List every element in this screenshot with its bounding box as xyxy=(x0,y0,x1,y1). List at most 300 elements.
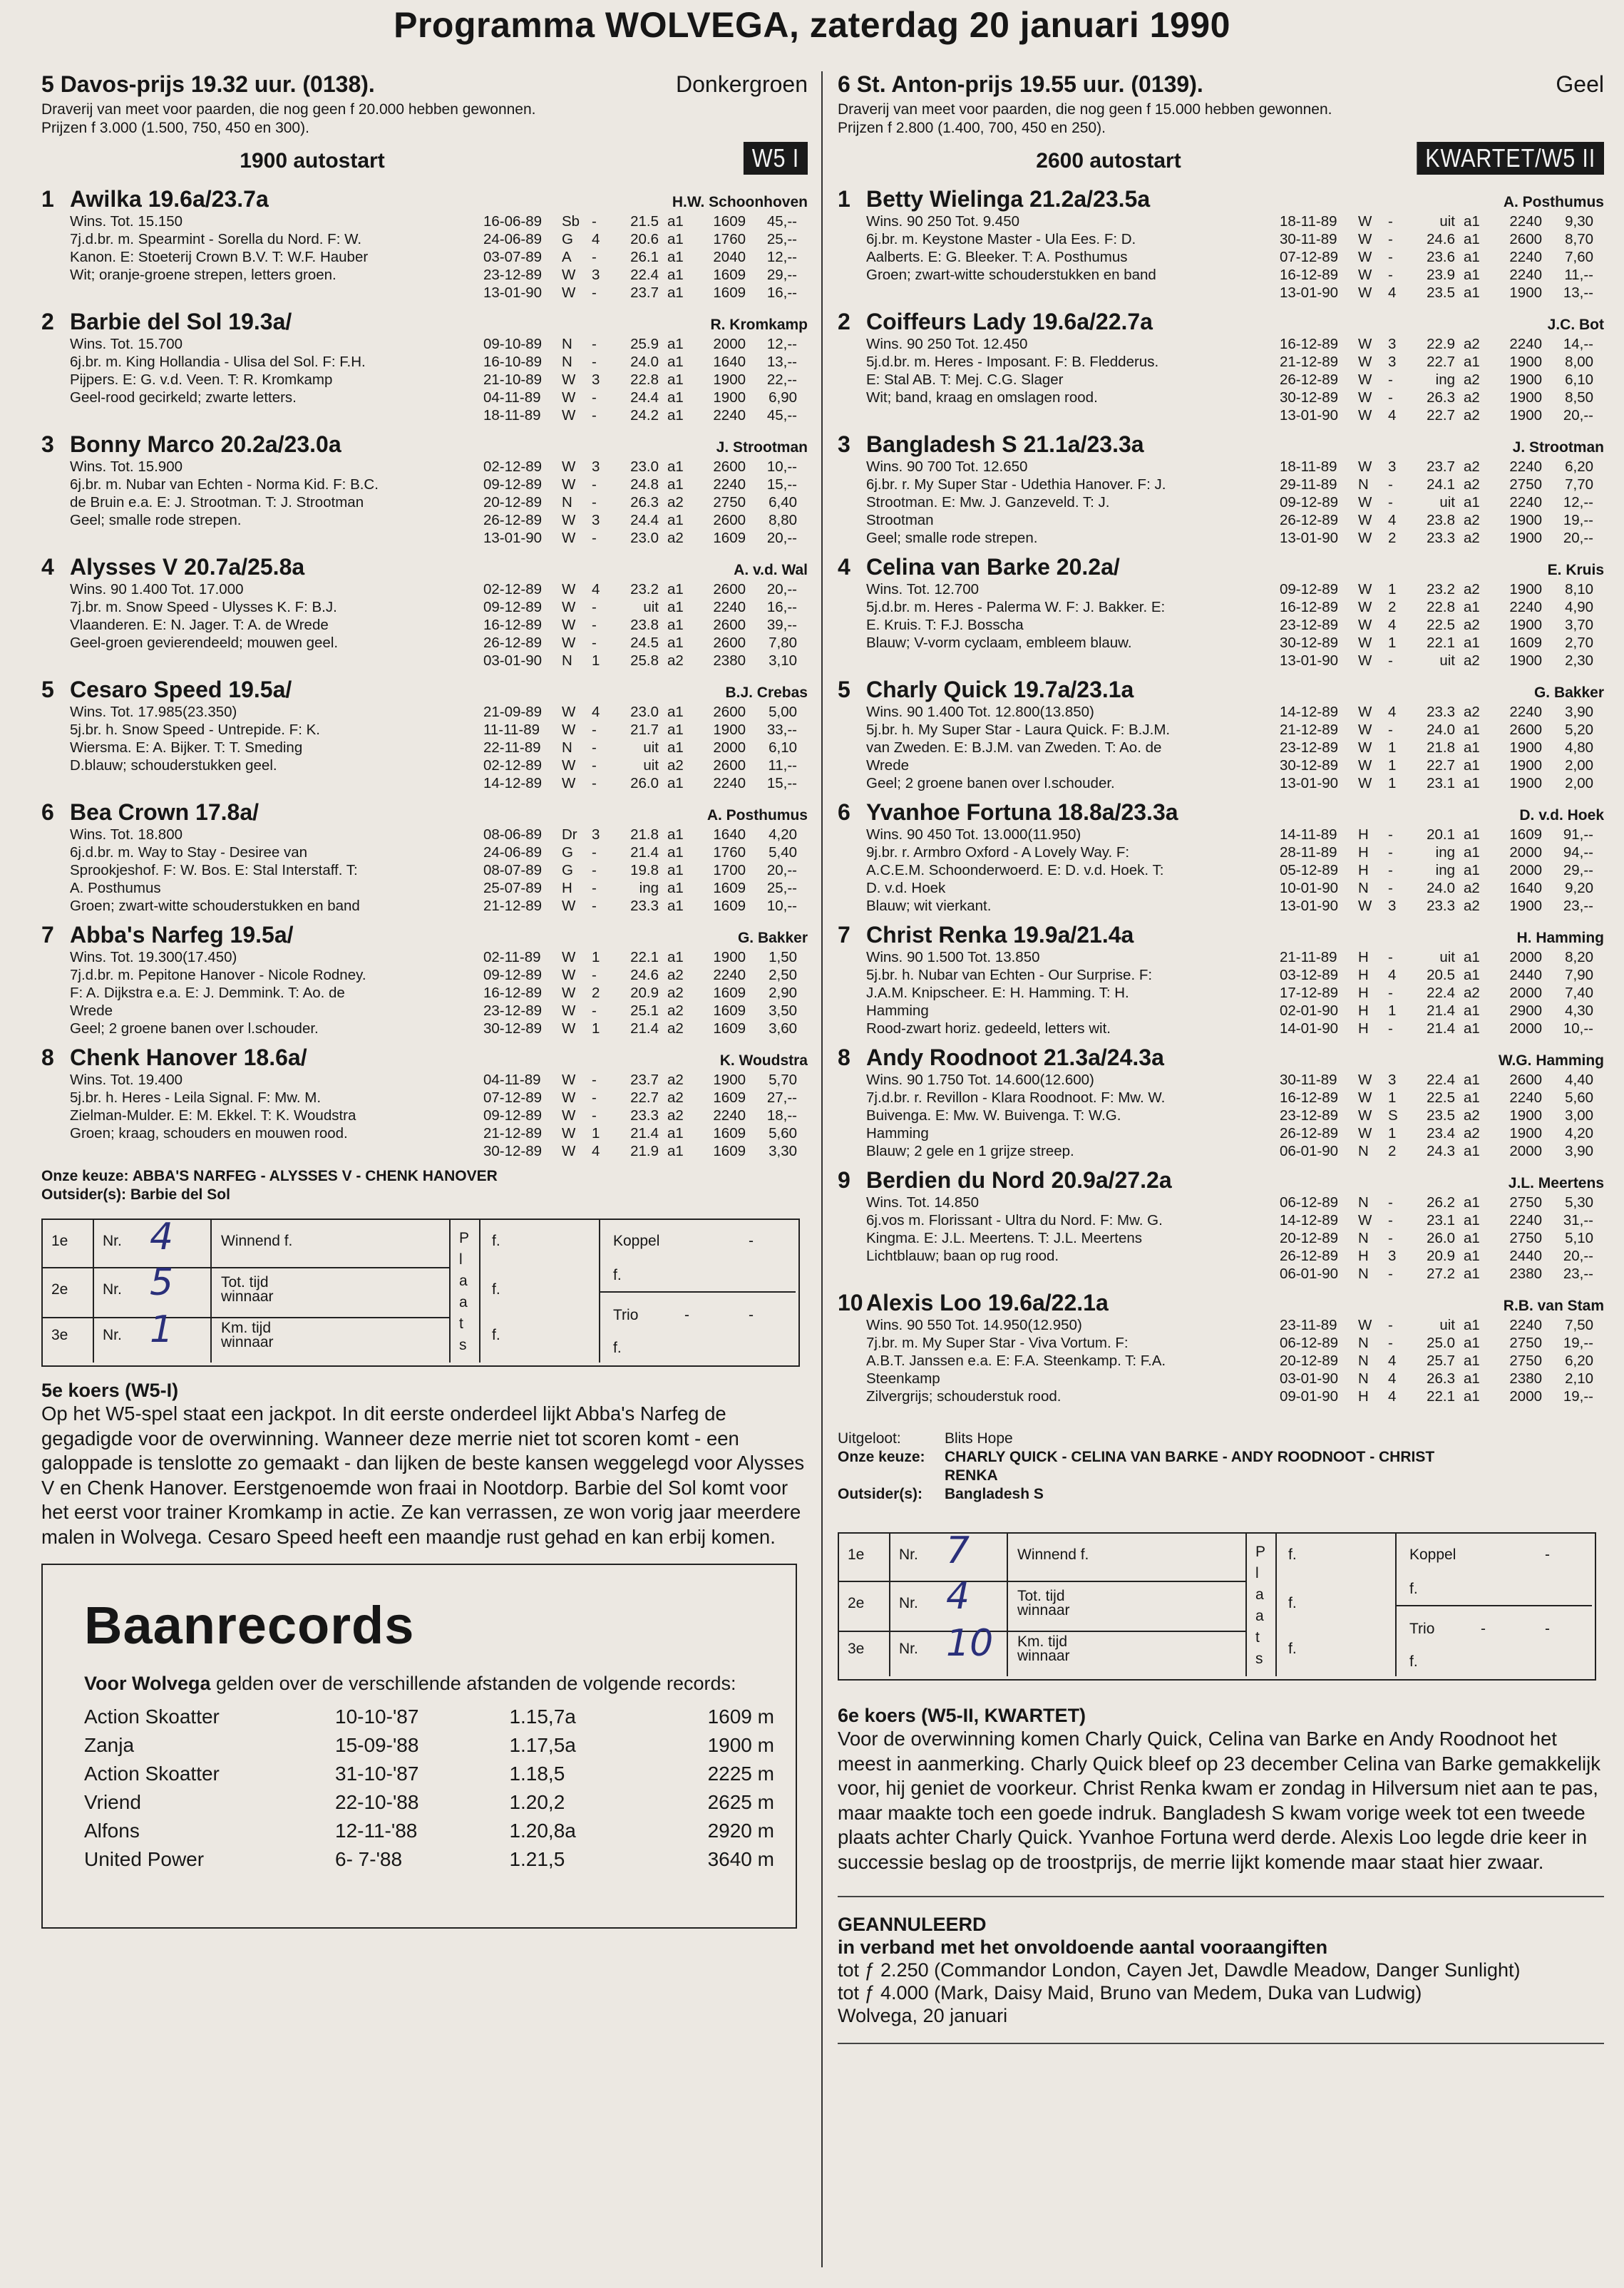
box-f-label: f. xyxy=(613,1267,622,1283)
result-track: N xyxy=(1358,1353,1369,1369)
result-distance: 2750 xyxy=(1509,1230,1542,1246)
result-time: 21.4 xyxy=(630,1020,659,1037)
result-odds: 20,-- xyxy=(766,581,797,597)
result-track: H xyxy=(1358,862,1369,878)
result-odds: 8,00 xyxy=(1565,354,1593,370)
result-date: 03-01-90 xyxy=(1280,1370,1339,1387)
result-track: N xyxy=(1358,1335,1369,1351)
result-place: - xyxy=(592,213,597,230)
result-start: a1 xyxy=(667,739,684,756)
result-odds: 6,20 xyxy=(1565,458,1593,475)
horse-details xyxy=(866,580,1604,670)
result-odds: 7,70 xyxy=(1565,476,1593,493)
horse-info-line: Wins. 90 1.400 Tot. 17.000 xyxy=(70,581,244,597)
result-odds: 8,10 xyxy=(1565,581,1593,597)
result-date: 26-12-89 xyxy=(483,512,543,528)
result-start: a2 xyxy=(667,652,684,669)
result-distance: 2380 xyxy=(1509,1266,1542,1282)
result-start: a1 xyxy=(1464,757,1480,774)
horse-header xyxy=(838,186,1604,212)
result-track: Dr xyxy=(562,826,577,843)
grid-line xyxy=(839,1631,1245,1632)
result-distance: 2240 xyxy=(1509,494,1542,511)
result-date: 21-12-89 xyxy=(483,1125,543,1142)
result-track: W xyxy=(1358,336,1372,352)
result-track: W xyxy=(1358,581,1372,597)
horse-info xyxy=(70,826,483,915)
result-track: W xyxy=(562,967,576,983)
result-place: - xyxy=(1388,371,1393,388)
result-time: 24.6 xyxy=(1427,231,1455,247)
result-time: 21.7 xyxy=(630,722,659,738)
result-time: 23.3 xyxy=(1427,704,1455,720)
result-row xyxy=(483,897,808,915)
result-place: - xyxy=(1388,1230,1393,1246)
result-row xyxy=(483,353,808,371)
handwritten-number: 4 xyxy=(946,1575,970,1618)
commentary-title: 5e koers (W5-I) xyxy=(41,1380,179,1401)
result-time: 21.5 xyxy=(630,213,659,230)
horse-info-line: A. Posthumus xyxy=(70,880,161,896)
result-time: 23.3 xyxy=(1427,898,1455,914)
result-row xyxy=(483,843,808,861)
box-plaats-letter: P xyxy=(459,1230,470,1246)
box-plaats-letter: s xyxy=(1255,1651,1263,1667)
result-start: a2 xyxy=(1464,458,1480,475)
result-start: a1 xyxy=(1464,1194,1480,1211)
result-place: - xyxy=(1388,389,1393,406)
horse-number: 7 xyxy=(838,922,850,948)
result-track: H xyxy=(1358,844,1369,861)
result-start: a2 xyxy=(1464,512,1480,528)
result-distance: 2240 xyxy=(713,476,746,493)
horse-form xyxy=(483,580,808,670)
result-place: - xyxy=(592,722,597,738)
result-distance: 1900 xyxy=(1509,581,1542,597)
result-row xyxy=(1280,1211,1604,1229)
result-track: W xyxy=(562,599,576,615)
race-prizes: Prijzen f 3.000 (1.500, 750, 450 en 300). xyxy=(41,120,309,136)
horse-name: Bangladesh S 21.1a/23.3a xyxy=(866,431,1144,457)
result-odds: 39,-- xyxy=(766,617,797,633)
result-start: a1 xyxy=(667,231,684,247)
result-track: W xyxy=(562,267,576,283)
result-distance: 1900 xyxy=(713,371,746,388)
result-row xyxy=(1280,598,1604,616)
result-start: a1 xyxy=(1464,844,1480,861)
result-odds: 8,70 xyxy=(1565,231,1593,247)
horse-info-line: 5j.br. h. My Super Star - Laura Quick. F: B.J.M. xyxy=(866,722,1171,738)
result-start: a1 xyxy=(667,826,684,843)
result-track: N xyxy=(1358,1266,1369,1282)
result-place: - xyxy=(592,336,597,352)
record-distance: 1900 m xyxy=(707,1734,774,1756)
horse-info xyxy=(866,335,1280,424)
result-track: W xyxy=(562,512,576,528)
result-track: W xyxy=(562,1107,576,1124)
result-odds: 13,-- xyxy=(1563,284,1593,301)
result-time: uit xyxy=(643,739,659,756)
result-odds: 29,-- xyxy=(766,267,797,283)
result-time: uit xyxy=(1439,1317,1455,1333)
horse-details xyxy=(70,212,808,302)
horse-info-line: Lichtblauw; baan op rug rood. xyxy=(866,1248,1059,1264)
result-row xyxy=(1280,529,1604,547)
result-odds: 3,50 xyxy=(769,1002,797,1019)
result-date: 16-06-89 xyxy=(483,213,543,230)
horse-info-line: A.C.E.M. Schoonderwoerd. E: D. v.d. Hoek. T: xyxy=(866,862,1164,878)
result-time: uit xyxy=(1439,652,1455,669)
result-start: a2 xyxy=(1464,704,1480,720)
records-table xyxy=(84,1703,774,1874)
result-time: 22.1 xyxy=(630,949,659,965)
result-place: 3 xyxy=(1388,1248,1397,1264)
horse-details xyxy=(866,1194,1604,1283)
horse-details xyxy=(866,212,1604,302)
result-distance: 1900 xyxy=(1509,354,1542,370)
results-box xyxy=(838,1529,1596,1681)
result-place: - xyxy=(1388,494,1393,511)
result-start: a1 xyxy=(1464,249,1480,265)
result-date: 02-12-89 xyxy=(483,581,543,597)
horse-info-line: 7j.d.br. m. Spearmint - Sorella du Nord. F: W. xyxy=(70,231,362,247)
result-row xyxy=(1280,879,1604,897)
result-track: W xyxy=(562,1089,576,1106)
handwritten-number: 5 xyxy=(150,1261,174,1304)
result-date: 20-12-89 xyxy=(1280,1353,1339,1369)
box-trio-dash: - xyxy=(684,1307,689,1323)
horse-driver: E. Kruis xyxy=(1547,562,1604,578)
horse-info-line: E: Stal AB. T: Mej. C.G. Slager xyxy=(866,371,1064,388)
horse-info-line: Wins. Tot. 19.300(17.450) xyxy=(70,949,237,965)
result-date: 26-12-89 xyxy=(1280,371,1339,388)
box-km-label: Km. tijd xyxy=(1017,1633,1068,1650)
horse-number: 1 xyxy=(41,186,54,212)
result-start: a2 xyxy=(1464,581,1480,597)
result-start: a1 xyxy=(667,635,684,651)
horse-form xyxy=(1280,212,1604,302)
race-prizes: Prijzen f 2.800 (1.400, 700, 450 en 250). xyxy=(838,120,1106,136)
horse-info-line: Geel; smalle rode strepen. xyxy=(866,530,1038,546)
horse-number: 9 xyxy=(838,1167,850,1193)
horse-header xyxy=(41,677,808,703)
result-date: 09-12-89 xyxy=(483,1107,543,1124)
result-distance: 2750 xyxy=(1509,1353,1542,1369)
horse-details xyxy=(866,335,1604,424)
result-distance: 2000 xyxy=(1509,1143,1542,1159)
result-track: W xyxy=(1358,1089,1372,1106)
horse-name: Awilka 19.6a/23.7a xyxy=(70,186,269,212)
result-date: 30-11-89 xyxy=(1280,1072,1337,1088)
horse-info-line: Geel; 2 groene banen over l.schouder. xyxy=(866,775,1115,791)
result-start: a1 xyxy=(1464,1020,1480,1037)
box-km-label: Km. tijd xyxy=(221,1320,272,1336)
result-place: 3 xyxy=(1388,1072,1397,1088)
horse-info-line: Zielman-Mulder. E: M. Ekkel. T: K. Woudstra xyxy=(70,1107,356,1124)
result-row xyxy=(483,335,808,353)
horse-name: Christ Renka 19.9a/21.4a xyxy=(866,922,1134,948)
result-date: 09-12-89 xyxy=(483,599,543,615)
horse-entry xyxy=(838,554,1604,670)
result-place: 3 xyxy=(1388,354,1397,370)
box-f-label: f. xyxy=(492,1233,500,1249)
horse-driver: A. Posthumus xyxy=(706,807,808,824)
horse-info-line: Sprookjeshof. F: W. Bos. E: Stal Interstaff. T: xyxy=(70,862,358,878)
result-distance: 2600 xyxy=(713,635,746,651)
result-place: 1 xyxy=(592,949,600,965)
result-start: a1 xyxy=(1464,775,1480,791)
result-place: 3 xyxy=(592,512,600,528)
result-odds: 14,-- xyxy=(1563,336,1593,352)
result-date: 30-11-89 xyxy=(1280,231,1337,247)
annulled-title: GEANNULEERD xyxy=(838,1914,987,1935)
result-place: 1 xyxy=(1388,1089,1397,1106)
result-time: 21.4 xyxy=(1427,1002,1455,1019)
result-place: 1 xyxy=(1388,757,1397,774)
horse-details xyxy=(70,580,808,670)
horse-info-line: Wins. 90 1.500 Tot. 13.850 xyxy=(866,949,1040,965)
result-place: - xyxy=(1388,231,1393,247)
result-place: 1 xyxy=(1388,1002,1397,1019)
result-start: a2 xyxy=(1464,652,1480,669)
result-row xyxy=(483,248,808,266)
horse-number: 4 xyxy=(838,554,850,580)
horse-header xyxy=(838,1167,1604,1194)
result-track: H xyxy=(1358,967,1369,983)
result-odds: 4,80 xyxy=(1565,739,1593,756)
box-koppel-dash: - xyxy=(749,1233,754,1249)
result-place: 1 xyxy=(1388,1125,1397,1142)
result-start: a2 xyxy=(1464,898,1480,914)
result-date: 20-12-89 xyxy=(1280,1230,1339,1246)
record-horse: Vriend xyxy=(84,1791,141,1813)
result-place: 3 xyxy=(592,458,600,475)
result-odds: 2,10 xyxy=(1565,1370,1593,1387)
result-start: a1 xyxy=(1464,1072,1480,1088)
result-time: 23.3 xyxy=(630,898,659,914)
box-koppel-dash: - xyxy=(1545,1546,1550,1563)
result-track: W xyxy=(562,284,576,301)
result-start: a2 xyxy=(667,1107,684,1124)
result-place: - xyxy=(592,1107,597,1124)
horse-number: 5 xyxy=(838,677,850,702)
result-start: a2 xyxy=(667,1072,684,1088)
race-distance: 2600 autostart xyxy=(1036,149,1181,173)
result-date: 21-11-89 xyxy=(1280,949,1337,965)
horse-info-line: Geel; smalle rode strepen. xyxy=(70,512,242,528)
result-place: - xyxy=(1388,1212,1393,1228)
race-6-column xyxy=(838,71,1604,2060)
result-date: 28-11-89 xyxy=(1280,844,1337,861)
horse-info-line: Hamming xyxy=(866,1002,929,1019)
race-desc-line: Draverij van meet voor paarden, die nog geen f 15.000 hebben gewonnen. xyxy=(838,101,1332,118)
result-odds: 19,-- xyxy=(1563,1388,1593,1405)
result-time: 24.0 xyxy=(1427,722,1455,738)
result-time: 23.5 xyxy=(1427,1107,1455,1124)
result-distance: 2240 xyxy=(1509,267,1542,283)
horse-driver: J.L. Meertens xyxy=(1508,1175,1604,1191)
result-row xyxy=(1280,458,1604,476)
horse-info-line: Wins. 90 1.400 Tot. 12.800(13.850) xyxy=(866,704,1094,720)
horse-name: Cesaro Speed 19.5a/ xyxy=(70,677,292,702)
result-track: W xyxy=(1358,267,1372,283)
result-distance: 2600 xyxy=(713,704,746,720)
result-distance: 1900 xyxy=(713,949,746,965)
box-row-label: 1e xyxy=(848,1546,865,1563)
result-date: 06-12-89 xyxy=(1280,1335,1339,1351)
horse-header xyxy=(838,1045,1604,1071)
result-date: 16-12-89 xyxy=(1280,336,1339,352)
result-distance: 2000 xyxy=(713,336,746,352)
horse-info-line: Blauw; 2 gele en 1 grijze streep. xyxy=(866,1143,1074,1159)
result-odds: 2,90 xyxy=(769,985,797,1001)
horse-info-line: Zilvergrijs; schouderstuk rood. xyxy=(866,1388,1062,1405)
horse-number: 7 xyxy=(41,922,54,948)
grid-line xyxy=(1395,1605,1592,1606)
result-distance: 1900 xyxy=(1509,617,1542,633)
result-start: a2 xyxy=(1464,476,1480,493)
result-odds: 19,-- xyxy=(1563,1335,1593,1351)
result-place: - xyxy=(1388,985,1393,1001)
result-time: 23.8 xyxy=(630,617,659,633)
result-place: 4 xyxy=(592,581,600,597)
horse-driver: H. Hamming xyxy=(1516,930,1604,946)
result-row xyxy=(1280,1071,1604,1089)
result-distance: 2240 xyxy=(713,775,746,791)
result-row xyxy=(483,966,808,984)
result-odds: 6,40 xyxy=(769,494,797,511)
horse-info-line: Steenkamp xyxy=(866,1370,940,1387)
result-distance: 1609 xyxy=(713,284,746,301)
result-date: 02-11-89 xyxy=(483,949,541,965)
horse-number: 5 xyxy=(41,677,54,702)
horse-name: Betty Wielinga 21.2a/23.5a xyxy=(866,186,1151,212)
result-place: 4 xyxy=(1388,284,1397,301)
record-time: 1.18,5 xyxy=(509,1763,565,1785)
box-plaats-letter: l xyxy=(1255,1565,1259,1581)
result-track: W xyxy=(1358,530,1372,546)
result-time: uit xyxy=(643,757,659,774)
result-track: W xyxy=(1358,1212,1372,1228)
box-row-label: 2e xyxy=(51,1281,68,1298)
horse-info-line: Vlaanderen. E: N. Jager. T: A. de Wrede xyxy=(70,617,329,633)
result-place: 3 xyxy=(1388,458,1397,475)
horse-driver: D. v.d. Hoek xyxy=(1519,807,1604,824)
record-time: 1.15,7a xyxy=(509,1705,576,1728)
horse-info-line: Geel-groen gevierendeeld; mouwen geel. xyxy=(70,635,339,651)
result-time: 23.3 xyxy=(1427,530,1455,546)
result-date: 16-12-89 xyxy=(483,985,543,1001)
result-date: 13-01-90 xyxy=(1280,898,1339,914)
record-date: 22-10-'88 xyxy=(335,1791,419,1813)
result-date: 09-12-89 xyxy=(1280,494,1339,511)
result-odds: 7,50 xyxy=(1565,1317,1593,1333)
result-odds: 7,90 xyxy=(1565,967,1593,983)
result-odds: 4,20 xyxy=(769,826,797,843)
result-time: 22.4 xyxy=(1427,1072,1455,1088)
result-track: H xyxy=(1358,1248,1369,1264)
result-start: a1 xyxy=(1464,1230,1480,1246)
result-track: W xyxy=(1358,739,1372,756)
box-tot-label: winnaar xyxy=(1017,1602,1070,1618)
horse-details xyxy=(866,948,1604,1037)
result-place: - xyxy=(1388,1194,1393,1211)
horse-info-line: A.B.T. Janssen e.a. E: F.A. Steenkamp. T: F.A. xyxy=(866,1353,1166,1369)
horse-header xyxy=(41,186,808,212)
handwritten-number: 7 xyxy=(946,1529,970,1572)
result-track: W xyxy=(1358,1125,1372,1142)
result-row xyxy=(1280,861,1604,879)
horse-number: 3 xyxy=(41,431,54,457)
horse-info xyxy=(866,703,1280,792)
result-row xyxy=(1280,948,1604,966)
record-distance: 2625 m xyxy=(707,1791,774,1813)
result-row xyxy=(1280,826,1604,843)
box-f-label: f. xyxy=(492,1327,500,1343)
result-time: 24.0 xyxy=(1427,880,1455,896)
horse-info xyxy=(70,1071,483,1160)
result-track: W xyxy=(1358,284,1372,301)
result-row xyxy=(483,476,808,493)
result-date: 06-12-89 xyxy=(1280,1194,1339,1211)
result-track: G xyxy=(562,862,573,878)
result-place: 2 xyxy=(1388,530,1397,546)
result-distance: 1609 xyxy=(713,1002,746,1019)
box-winnend-label: Winnend f. xyxy=(221,1233,293,1249)
result-date: 09-12-89 xyxy=(483,476,543,493)
result-time: 23.8 xyxy=(1427,512,1455,528)
result-distance: 2240 xyxy=(713,599,746,615)
result-odds: 3,90 xyxy=(1565,704,1593,720)
commentary-text: Voor de overwinning komen Charly Quick, Celina van Barke en Andy Roodnoot het meest in aanmerking. Charly Quick bleef op 23 december Celina van Barke gemakkelijk voor, hij geniet de voorkeur. Christ Renka kwam er zondag in Hilversum niet aan te pas, maar maakte toch een goede indruk. Bangladesh S kwam vorige week tot een tweede plaats achter Charly Quick. Yvanhoe Fortuna werd derde. Alexis Loo legde drie keer in successie beslag op de troostprijs, de merrie lijkt komende maar staat hier zwaar. xyxy=(838,1728,1600,1873)
result-time: 23.5 xyxy=(1427,284,1455,301)
result-row xyxy=(483,458,808,476)
result-date: 09-12-89 xyxy=(1280,581,1339,597)
box-plaats-letter: t xyxy=(459,1315,463,1332)
result-row xyxy=(1280,1194,1604,1211)
result-place: 3 xyxy=(592,826,600,843)
horse-info xyxy=(866,580,1280,670)
result-row xyxy=(483,1124,808,1142)
result-time: 27.2 xyxy=(1427,1266,1455,1282)
result-track: W xyxy=(562,617,576,633)
result-distance: 2600 xyxy=(1509,1072,1542,1088)
result-date: 05-12-89 xyxy=(1280,862,1339,878)
result-start: a1 xyxy=(1464,599,1480,615)
record-row xyxy=(84,1731,774,1760)
horse-name: Alysses V 20.7a/25.8a xyxy=(70,554,305,580)
result-place: - xyxy=(592,249,597,265)
result-row xyxy=(483,774,808,792)
race-header xyxy=(41,71,808,98)
result-time: 24.8 xyxy=(630,476,659,493)
result-place: 4 xyxy=(1388,1370,1397,1387)
result-distance: 2240 xyxy=(1509,213,1542,230)
result-start: a2 xyxy=(1464,336,1480,352)
horse-info-line: Groen; zwart-witte schouderstukken en band xyxy=(866,267,1156,283)
uitgeloot-label: Uitgeloot: xyxy=(838,1430,901,1447)
result-date: 03-01-90 xyxy=(483,652,543,669)
horse-driver: A. Posthumus xyxy=(1503,194,1604,210)
result-distance: 1640 xyxy=(1509,880,1542,896)
horse-driver: J.C. Bot xyxy=(1547,317,1604,333)
result-odds: 16,-- xyxy=(766,599,797,615)
horse-name: Barbie del Sol 19.3a/ xyxy=(70,309,292,334)
result-odds: 45,-- xyxy=(766,213,797,230)
result-odds: 33,-- xyxy=(766,722,797,738)
result-row xyxy=(483,703,808,721)
horse-info xyxy=(866,1316,1280,1405)
